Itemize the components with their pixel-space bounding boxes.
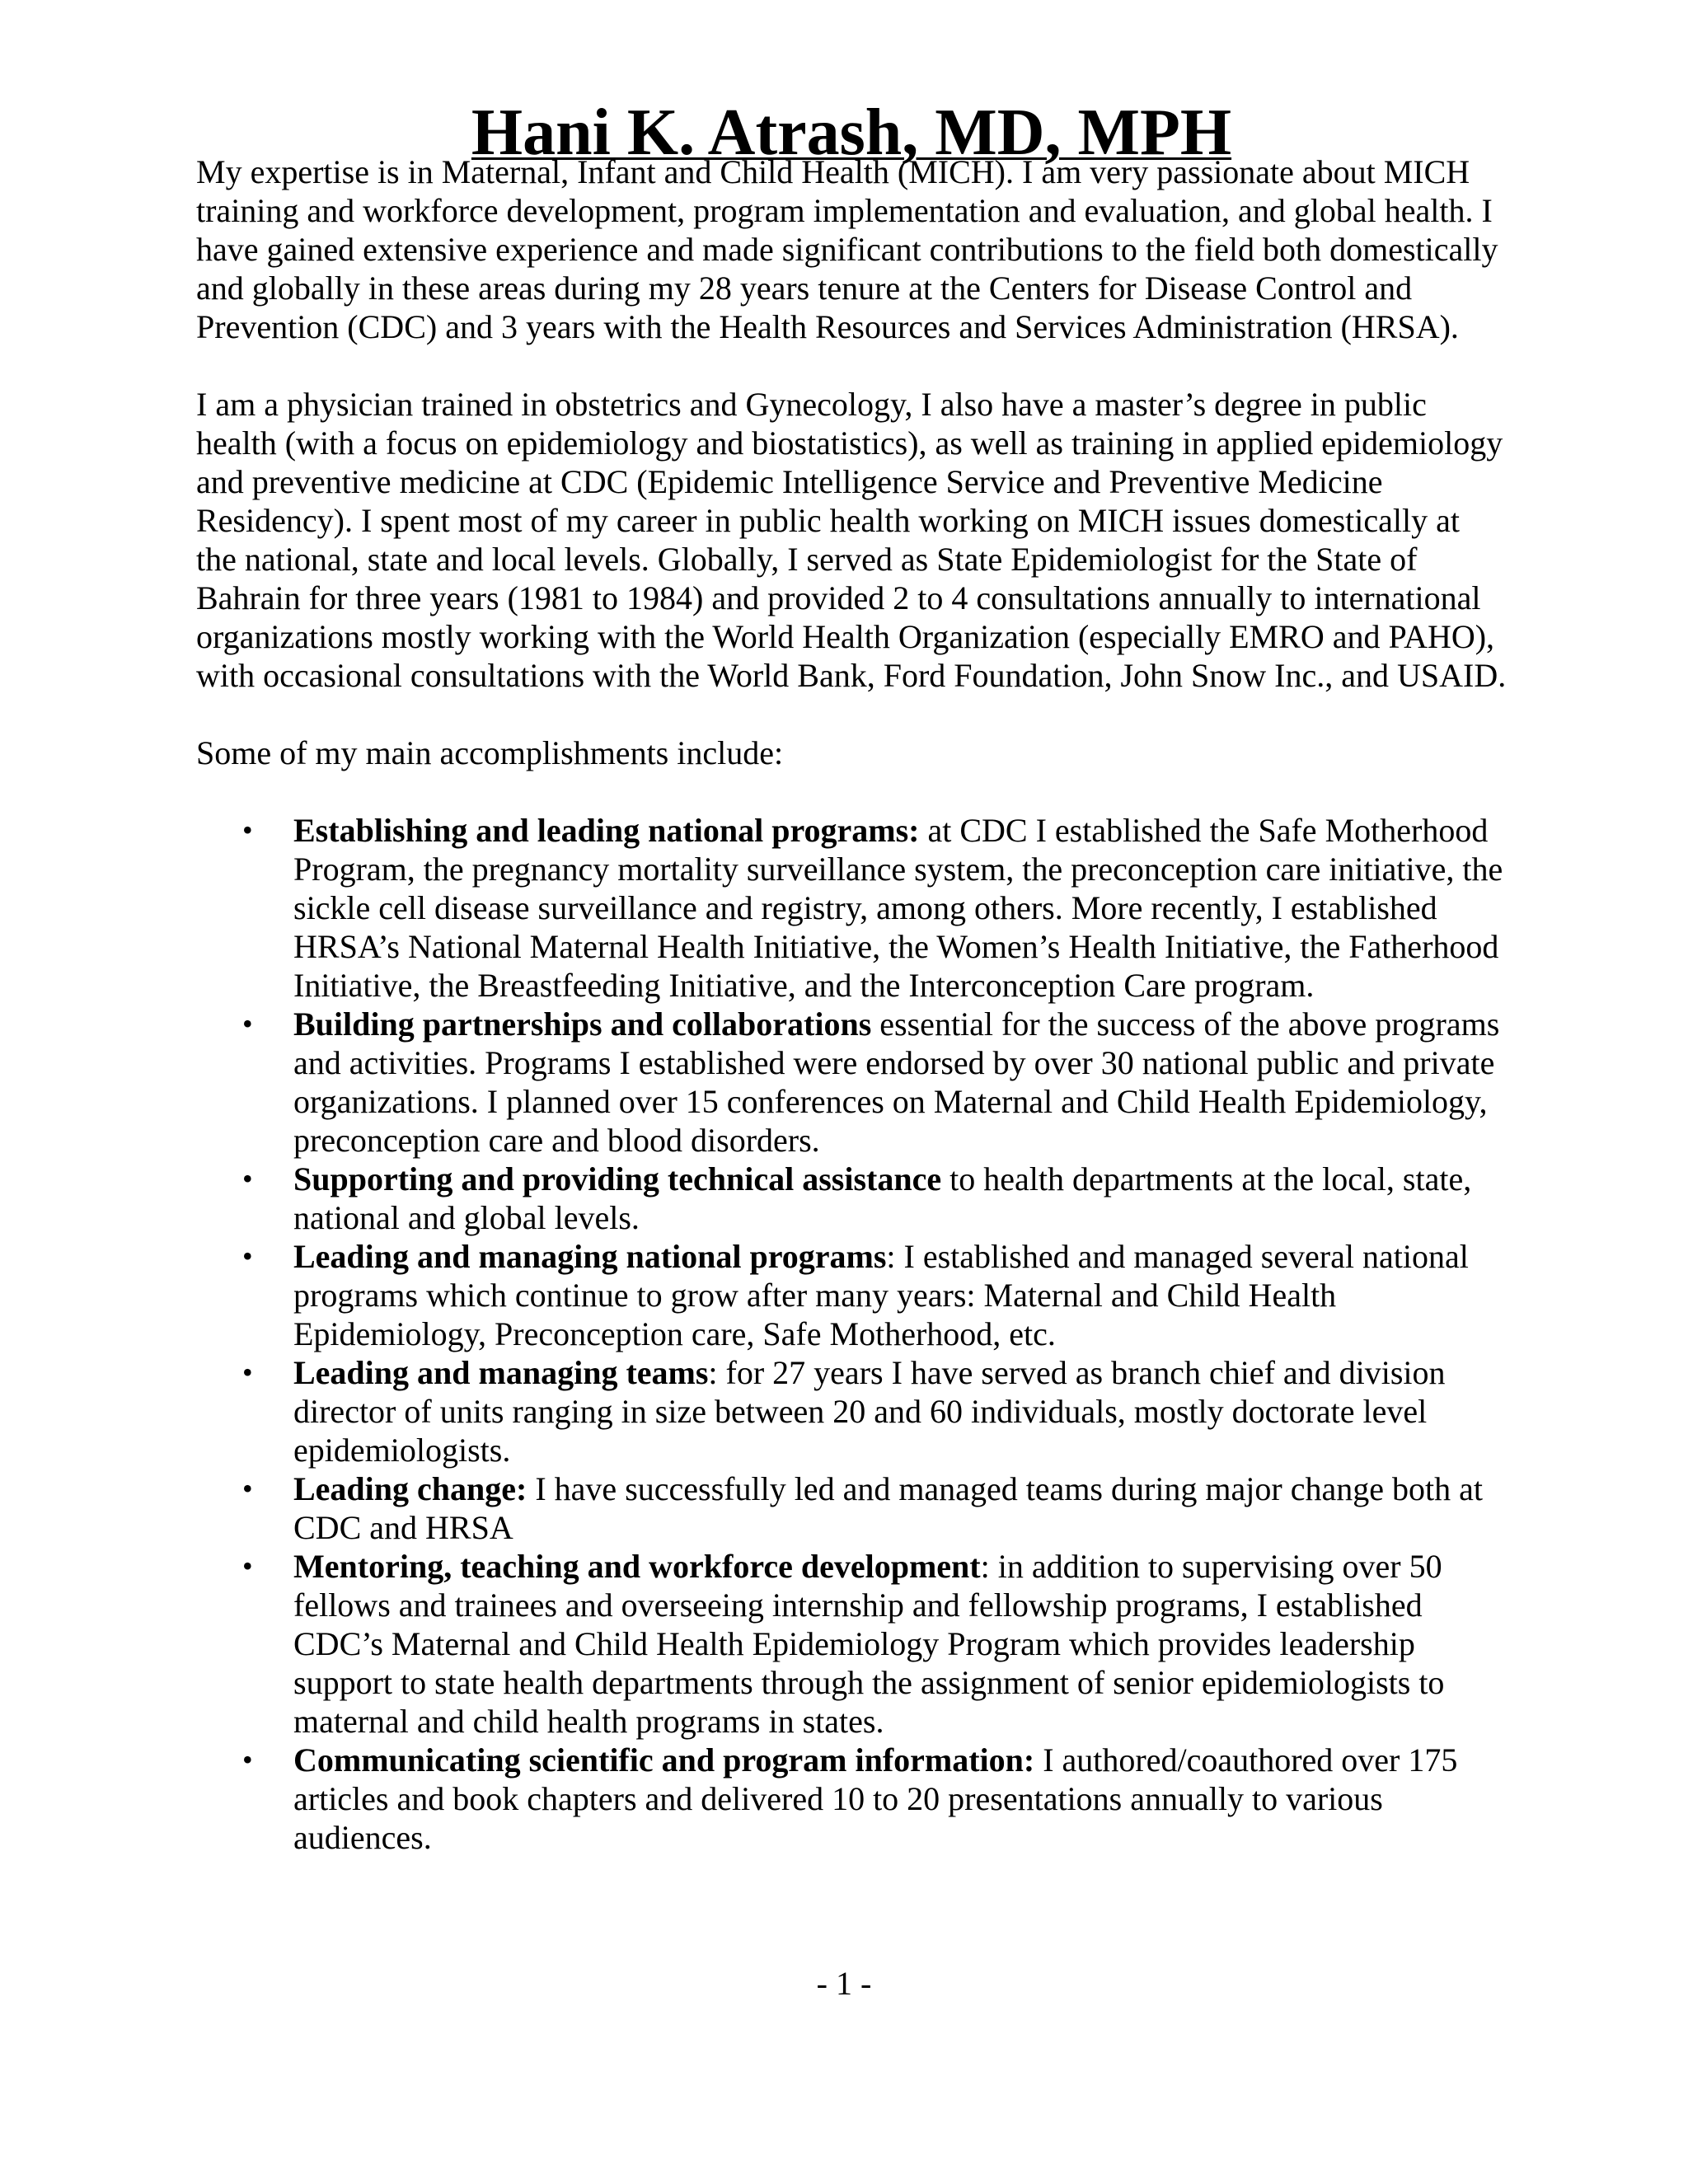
page-number: - 1 - <box>816 1965 872 2002</box>
list-item <box>242 1741 1507 1857</box>
list-item-text: essential for the success of the above programs and activities. Programs I established were endorsed by over 30 national public and private organizations. I planned over 15 conferences on Maternal and Child Health Epidemiology, preconception care and blood disorders. <box>293 1005 1500 1159</box>
list-item-text: : in addition to supervising over 50 fellows and trainees and overseeing internship and fellowship programs, I established CDC’s Maternal and Child Health Epidemiology Program which provides leadership support to state health departments through the assignment of senior epidemiologists to maternal and child health programs in states. <box>293 1548 1445 1740</box>
list-item-text: I authored/coauthored over 175 articles and book chapters and delivered 10 to 20 presentations annually to various audiences. <box>293 1741 1458 1856</box>
bullet-icon: • <box>242 1240 253 1272</box>
bullet-icon: • <box>242 1356 253 1389</box>
list-item-text: : I established and managed several national programs which continue to grow after many years: Maternal and Child Health Epidemiology, Preconception care, Safe Motherhood, etc. <box>293 1238 1469 1352</box>
list-item <box>242 811 1507 1005</box>
intro-paragraph: My expertise is in Maternal, Infant and Child Health (MICH). I am very passionate about MICH training and workforce development, program implementation and evaluation, and global health. I have gained extensive experience and made significant contributions to the field both domestically and globally in these areas during my 28 years tenure at the Centers for Disease Control and Prevention (CDC) and 3 years with the Health Resources and Services Administration (HRSA). <box>196 153 1498 345</box>
list-item-text: at CDC I established the Safe Motherhood Program, the pregnancy mortality surveillance system, the preconception care initiative, the sickle cell disease surveillance and registry, among others. More recently, I established HRSA’s National Maternal Health Initiative, the Women’s Health Initiative, the Fatherhood Initiative, the Breastfeeding Initiative, and the Interconception Care program. <box>293 812 1503 1004</box>
list-item-heading: Mentoring, teaching and workforce development <box>293 1548 981 1585</box>
background-paragraph: I am a physician trained in obstetrics and Gynecology, I also have a master’s degree in public health (with a focus on epidemiology and biostatistics), as well as training in applied epidemiology and preventive medicine at CDC (Epidemic Intelligence Service and Preventive Medicine Residency). I spent most of my career in public health working on MICH issues domestically at the national, state and local levels. Globally, I served as State Epidemiologist for the State of Bahrain for three years (1981 to 1984) and provided 2 to 4 consultations annually to international organizations mostly working with the World Health Organization (especially EMRO and PAHO), with occasional consultations with the World Bank, Ford Foundation, John Snow Inc., and USAID. <box>196 386 1507 694</box>
list-item <box>242 1237 1507 1353</box>
list-item-heading: Communicating scientific and program information: <box>293 1741 1035 1779</box>
bullet-icon: • <box>242 1472 253 1505</box>
list-item-text: I have successfully led and managed teams during major change both at CDC and HRSA <box>293 1470 1483 1546</box>
list-item <box>242 1160 1507 1237</box>
bullet-icon: • <box>242 1743 253 1776</box>
list-item <box>242 1469 1507 1547</box>
list-item-text: to health departments at the local, state, national and global levels. <box>293 1160 1472 1236</box>
list-item-heading: Building partnerships and collaborations <box>293 1005 872 1043</box>
page-title: Hani K. Atrash, MD, MPH <box>471 96 1232 169</box>
list-item-heading: Supporting and providing technical assistance <box>293 1160 942 1197</box>
list-item-heading: Establishing and leading national programs: <box>293 812 920 849</box>
bullet-icon: • <box>242 1549 253 1582</box>
accomplishments-intro: Some of my main accomplishments include: <box>196 734 784 771</box>
list-item <box>242 1353 1507 1469</box>
bullet-icon: • <box>242 1162 253 1195</box>
list-item-text: : for 27 years I have served as branch chief and division director of units ranging in size between 20 and 60 individuals, mostly doctorate level epidemiologists. <box>293 1354 1446 1469</box>
document-page <box>196 96 1507 1857</box>
accomplishments-list <box>196 811 1507 1857</box>
bullet-icon: • <box>242 813 253 846</box>
list-item <box>242 1005 1507 1160</box>
list-item-heading: Leading and managing teams <box>293 1354 709 1391</box>
bullet-icon: • <box>242 1007 253 1040</box>
list-item <box>242 1547 1507 1741</box>
list-item-heading: Leading and managing national programs <box>293 1238 887 1275</box>
list-item-heading: Leading change: <box>293 1470 528 1507</box>
